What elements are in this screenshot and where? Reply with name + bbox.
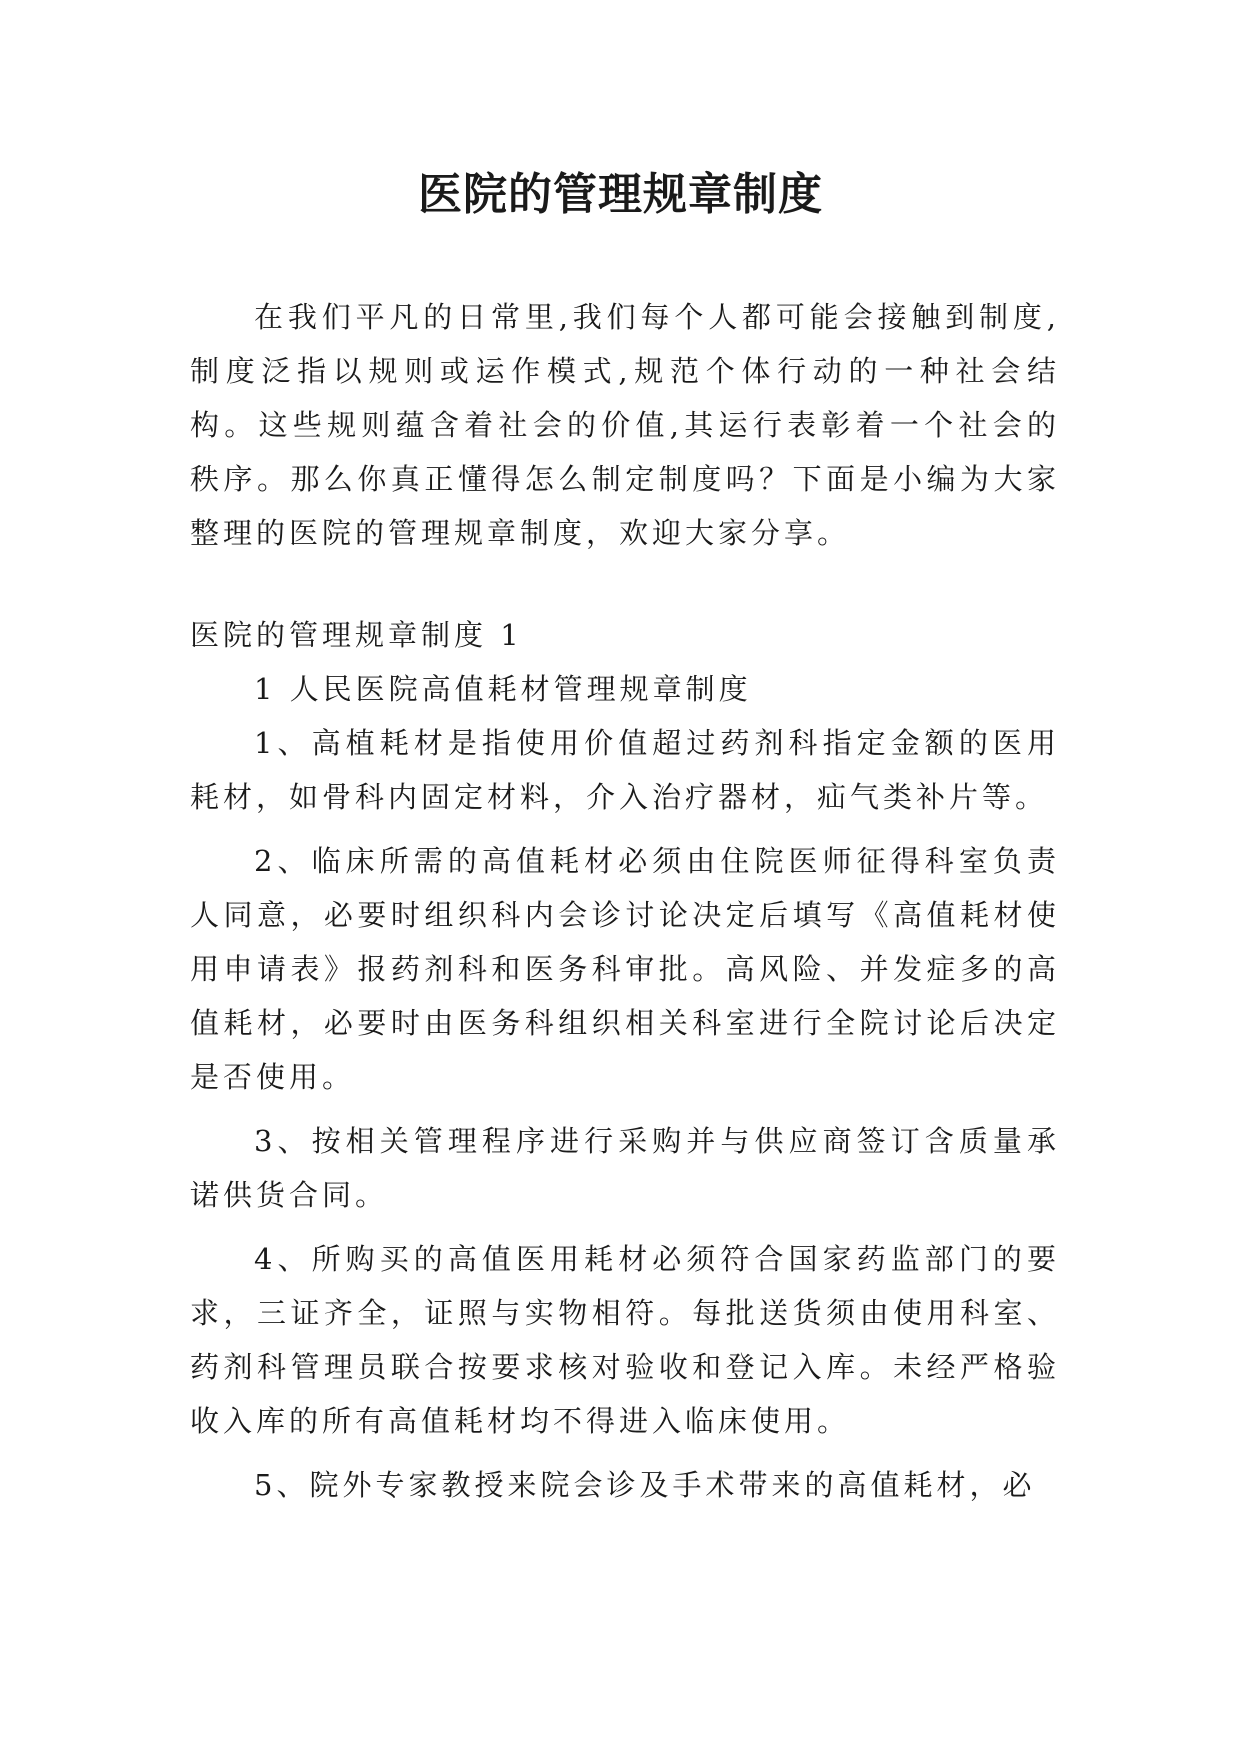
document-body <box>190 290 1060 1512</box>
rule-item-1: 1、高植耗材是指使用价值超过药剂科指定金额的医用耗材，如骨科内固定材料，介入治疗器材，疝气类补片等。 <box>190 726 1060 814</box>
rule-item-2: 2、临床所需的高值耗材必须由住院医师征得科室负责人同意，必要时组织科内会诊讨论决定后填写《高值耗材使用申请表》报药剂科和医务科审批。高风险、并发症多的高值耗材，必要时由医务科组织相关科室进行全院讨论后决定是否使用。 <box>190 844 1060 1094</box>
rule-item-4: 4、所购买的高值医用耗材必须符合国家药监部门的要求，三证齐全，证照与实物相符。每批送货须由使用科室、药剂科管理员联合按要求核对验收和登记入库。未经严格验收入库的所有高值耗材均不得进入临床使用。 <box>190 1242 1060 1438</box>
rule-item-5: 5、院外专家教授来院会诊及手术带来的高值耗材，必 <box>254 1468 1036 1502</box>
section-title: 医院的管理规章制度 1 <box>190 618 523 652</box>
rule-item-3: 3、按相关管理程序进行采购并与供应商签订含质量承诺供货合同。 <box>190 1124 1060 1212</box>
intro-paragraph: 在我们平凡的日常里,我们每个人都可能会接触到制度,制度泛指以规则或运作模式,规范个体行动的一种社会结构。这些规则蕴含着社会的价值,其运行表彰着一个社会的秩序。那么你真正懂得怎么制定制度吗？下面是小编为大家整理的医院的管理规章制度，欢迎大家分享。 <box>190 300 1060 550</box>
document-title: 医院的管理规章制度 <box>418 169 823 220</box>
section-subtitle: 1 人民医院高值耗材管理规章制度 <box>254 672 752 706</box>
